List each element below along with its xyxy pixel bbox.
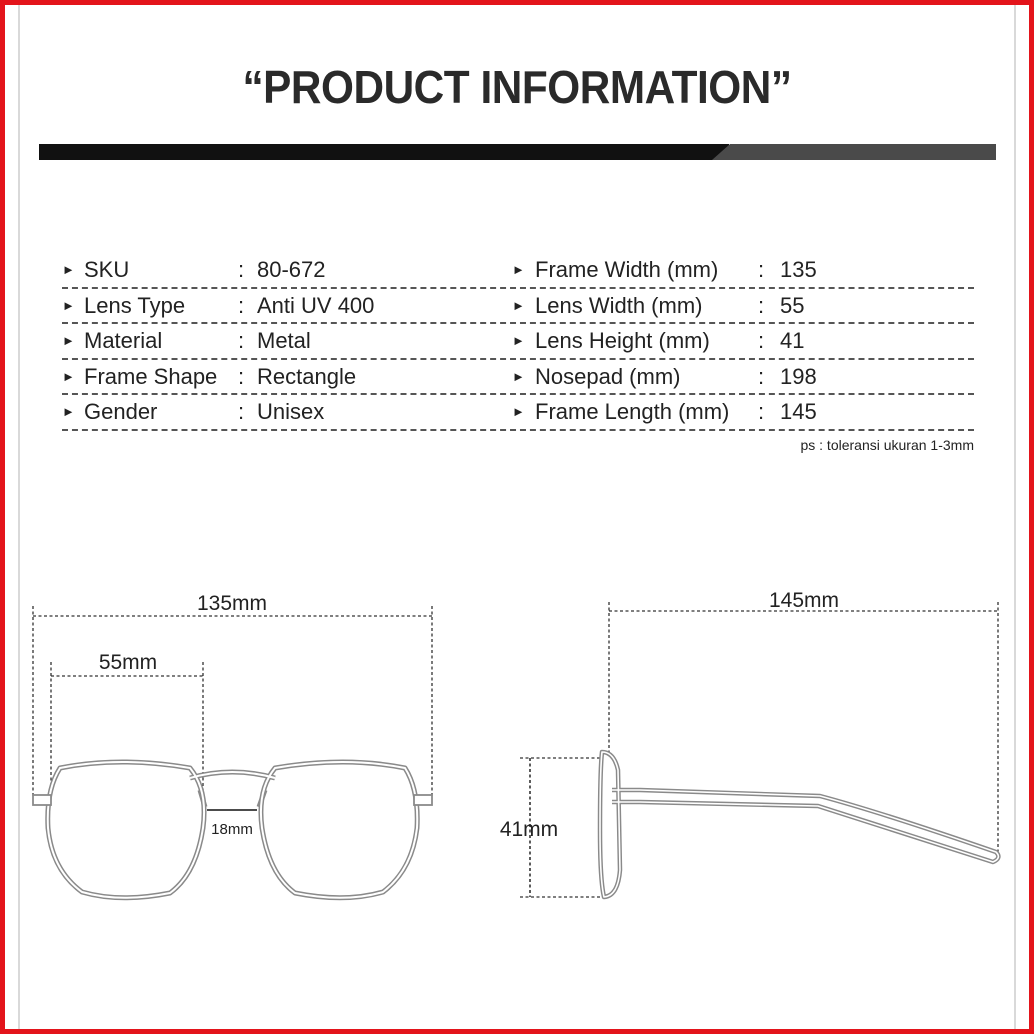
spec-label: Frame Shape	[84, 363, 218, 389]
spec-value: Metal	[257, 328, 311, 353]
spec-separator: :	[758, 399, 765, 424]
bullet-icon: ►	[62, 368, 75, 384]
bullet-icon: ►	[512, 368, 525, 384]
frame-width-label: 135mm	[196, 592, 268, 615]
spec-separator: :	[758, 292, 765, 318]
spec-value: Unisex	[257, 399, 325, 424]
spec-label: Nosepad (mm)	[535, 363, 681, 389]
spec-value: 55	[780, 292, 805, 318]
left-hinge	[33, 795, 51, 805]
bridge-label: 18mm	[211, 821, 253, 838]
spec-label: Frame Length (mm)	[535, 399, 730, 424]
page-title: “PRODUCT INFORMATION”	[242, 61, 792, 113]
spec-value: 198	[780, 363, 817, 389]
glasses-side-view	[600, 752, 998, 897]
spec-separator: :	[238, 399, 245, 424]
dimension-lines	[33, 602, 998, 897]
frame-length-label: 145mm	[768, 589, 840, 612]
bullet-icon: ►	[62, 297, 75, 313]
spec-value: 80-672	[257, 257, 326, 282]
spec-value: 135	[780, 257, 817, 282]
spec-value: Anti UV 400	[257, 292, 375, 318]
bullet-icon: ►	[512, 262, 525, 277]
spec-separator: :	[758, 257, 765, 282]
bullet-icon: ►	[62, 404, 75, 419]
bullet-icon: ►	[512, 333, 525, 348]
spec-separator: :	[238, 328, 245, 353]
spec-value: 145	[780, 399, 817, 424]
lens-width-label: 55mm	[98, 651, 158, 674]
spec-label: Lens Width (mm)	[535, 292, 703, 318]
spec-separator: :	[238, 363, 245, 389]
spec-value: 41	[780, 328, 805, 353]
spec-separator: :	[758, 363, 765, 389]
spec-separator: :	[238, 292, 245, 318]
spec-label: Lens Type	[84, 292, 186, 318]
right-hinge	[414, 795, 432, 805]
spec-label: Material	[84, 328, 163, 353]
tolerance-note: ps : toleransi ukuran 1-3mm	[800, 437, 974, 453]
spec-label: Lens Height (mm)	[535, 328, 710, 353]
lens-height-label: 41mm	[499, 818, 559, 841]
spec-separator: :	[758, 328, 765, 353]
bullet-icon: ►	[62, 262, 75, 277]
spec-separator: :	[238, 257, 245, 282]
bullet-icon: ►	[512, 297, 525, 313]
spec-value: Rectangle	[257, 363, 357, 389]
bullet-icon: ►	[62, 333, 75, 348]
spec-label: Gender	[84, 399, 158, 424]
spec-label: SKU	[84, 257, 130, 282]
bullet-icon: ►	[512, 404, 525, 419]
spec-label: Frame Width (mm)	[535, 257, 719, 282]
